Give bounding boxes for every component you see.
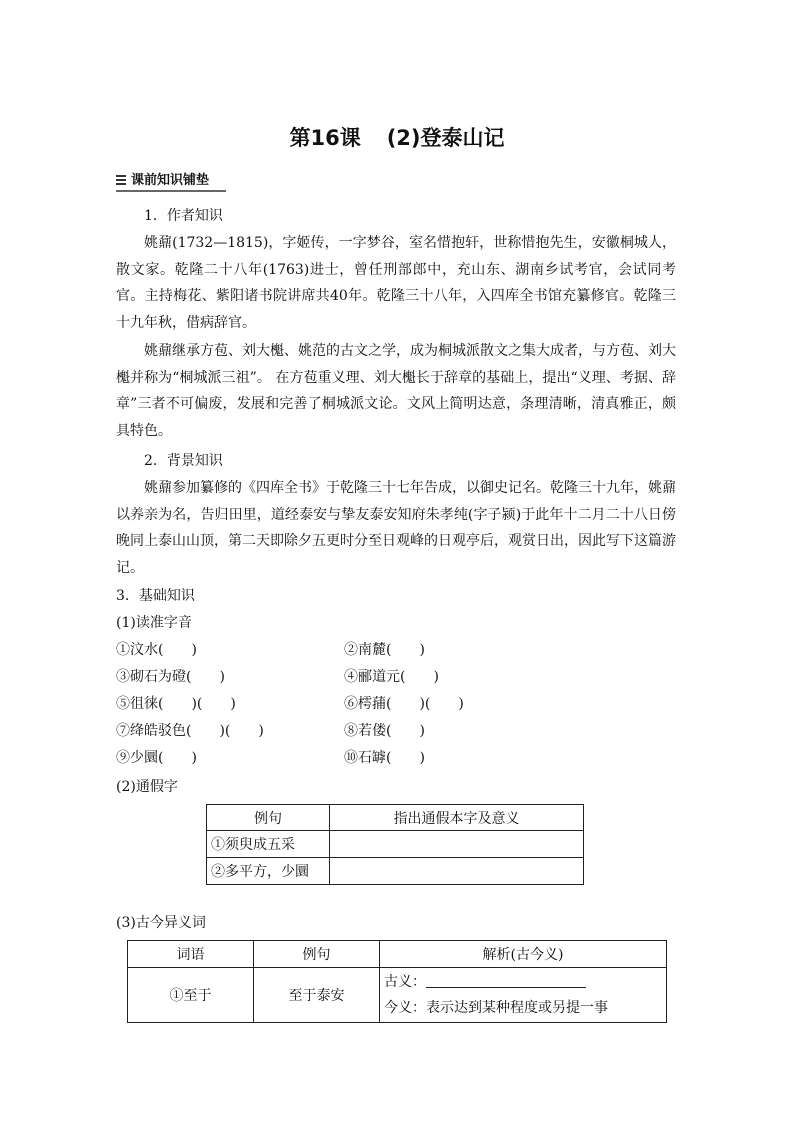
gujin-heading: (3)古今异义词 [116,915,206,931]
section-label: 课前知识铺垫 [131,173,210,188]
background-paragraph: 姚鼐参加纂修的《四库全书》于乾隆三十七年告成，以御史记名。乾隆三十九年，姚鼐以养亲为名，告归田里，道经泰安与挚友泰安知府朱孝纯(字子颍)于此年十二月二十八日傍晚同上泰山山顶，第二天即除夕五更时分至日观峰的日观亭后，观赏日出，因此写下这篇游记。 [116,480,676,576]
answer-cell[interactable] [330,831,584,858]
author-paragraph-2: 姚鼐继承方苞、刘大櫆、姚范的古文之学，成为桐城派散文之集大成者，与方苞、刘大櫆并称为“桐城派三祖”。 在方苞重义理、刘大櫆长于辞章的基础上，提出“义理、考据、辞章”三者不可偏废，发展和完善了桐城派文论。文风上简明达意，条理清晰，清真雅正，颇具特色。 [116,343,676,439]
section-bars-icon [116,175,126,185]
gujin-table [127,940,667,1023]
author-heading: 1．作者知识 [144,208,223,224]
tongjia-heading: (2)通假字 [116,779,178,795]
table-header-cell: 词语 [128,941,254,968]
table-cell: ①须臾成五采 [207,831,330,858]
lesson-name: (2)登泰山记 [386,126,505,150]
ancient-meaning-blank[interactable] [426,973,586,988]
table-row [207,831,584,858]
table-header-cell: 例句 [207,805,330,831]
pron-item: ①汶水( ) [116,642,197,658]
pronunciation-heading: (1)读准字音 [116,615,192,631]
table-header-cell: 解析(古今义) [380,941,667,968]
table-row [207,858,584,885]
pron-item: ⑩石罅( ) [344,750,425,766]
table-cell: ②多平方，少圜 [207,858,330,885]
meaning-cell [380,968,667,1023]
page-title [0,122,794,152]
modern-meaning: 今义：表示达到某种程度或另提一事 [384,1000,608,1016]
pron-item: ②南麓( ) [344,642,425,658]
pron-item: ⑦绛皓驳色( )( ) [116,723,264,739]
basics-heading: 3．基础知识 [116,588,195,604]
pron-item: ⑧若偻( ) [344,723,425,739]
section-header [116,172,226,192]
table-cell: 至于泰安 [254,968,380,1023]
background-heading: 2．背景知识 [144,453,223,469]
author-paragraph-1: 姚鼐(1732—1815)，字姬传，一字梦谷，室名惜抱轩，世称惜抱先生，安徽桐城人，散文家。乾隆二十八年(1763)进士，曾任刑部郎中，充山东、湖南乡试考官，会试同考官。主持梅花、紫阳诸书院讲席共40年。乾隆三十八年，入四库全书馆充纂修官。乾隆三十九年秋，借病辞官。 [116,235,676,331]
table-header-row [207,805,584,831]
pron-item: ④郦道元( ) [344,669,439,685]
answer-cell[interactable] [330,858,584,885]
pron-item: ⑤徂徕( )( ) [116,696,236,712]
table-row [128,968,667,1023]
pron-item: ③砌石为磴( ) [116,669,225,685]
pron-item: ⑨少圜( ) [116,750,197,766]
ancient-meaning-label: 古义： [384,974,426,990]
table-header-cell: 例句 [254,941,380,968]
table-header-row [128,941,667,968]
pron-item: ⑥樗蒱( )( ) [344,696,464,712]
table-header-cell: 指出通假本字及意义 [330,805,584,831]
lesson-number: 第16课 [289,126,361,150]
table-cell: ①至于 [128,968,254,1023]
tongjia-table [206,804,584,885]
